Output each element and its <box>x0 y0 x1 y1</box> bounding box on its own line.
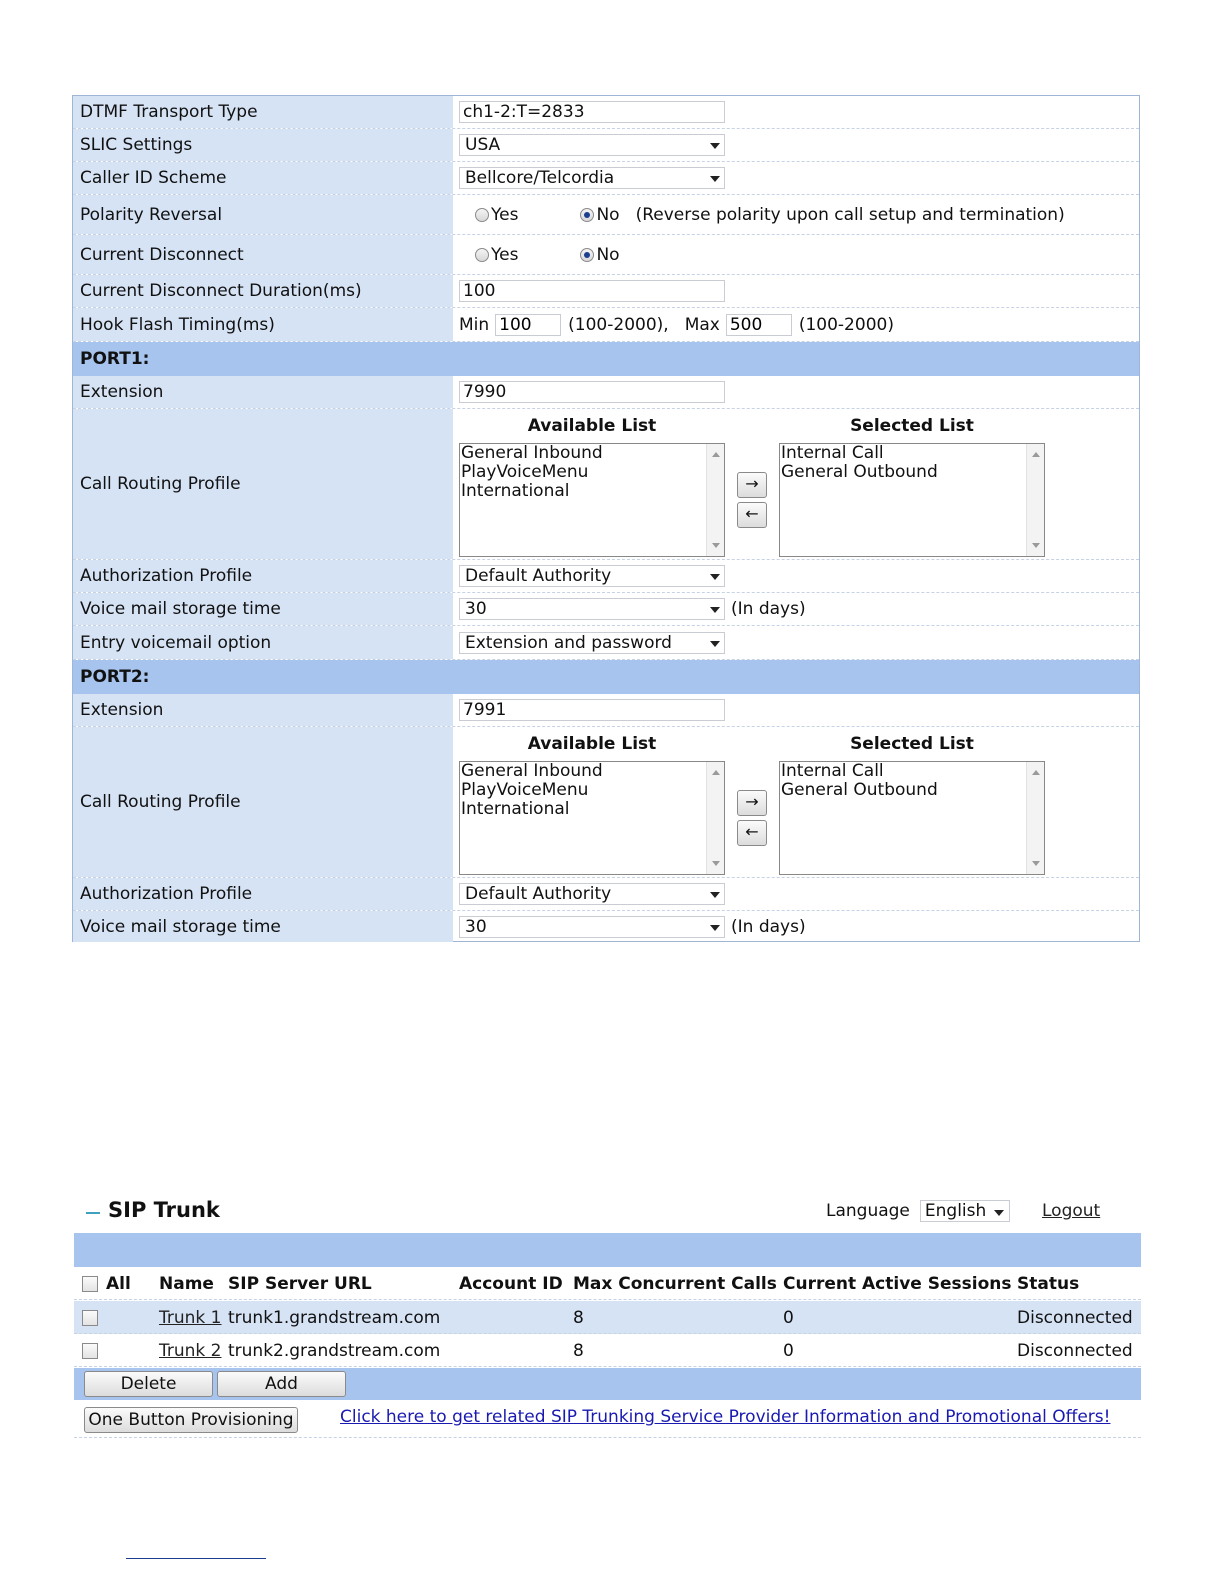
trunk-status: Disconnected <box>1017 1307 1133 1328</box>
language-label: Language <box>826 1201 910 1221</box>
scroll-down-icon[interactable] <box>1032 861 1040 866</box>
language-selector <box>826 1200 1010 1222</box>
scroll-down-icon[interactable] <box>712 861 720 866</box>
trunk-active: 0 <box>783 1340 794 1361</box>
scrollbar[interactable] <box>1026 762 1044 874</box>
trunk-url: trunk1.grandstream.com <box>228 1307 441 1328</box>
radio-icon <box>475 208 489 222</box>
table-row <box>74 1301 1141 1334</box>
current-disconnect-yes-radio[interactable] <box>475 245 518 265</box>
port1-entry-voicemail-select[interactable] <box>459 632 725 654</box>
move-right-button[interactable]: → <box>737 790 767 816</box>
chevron-down-icon <box>710 143 720 149</box>
hook-flash-max-range: (100-2000) <box>798 314 894 335</box>
scroll-up-icon[interactable] <box>712 770 720 775</box>
port2-selected-list[interactable] <box>779 761 1045 875</box>
col-max: Max Concurrent Calls <box>573 1273 777 1294</box>
radio-icon <box>475 248 489 262</box>
polarity-no-radio[interactable] <box>580 205 619 225</box>
port1-routing-label: Call Routing Profile <box>73 409 453 559</box>
port2-auth-row <box>73 878 1139 911</box>
port2-voicemail-label: Voice mail storage time <box>73 911 453 942</box>
cd-duration-row <box>73 275 1139 308</box>
col-account: Account ID <box>459 1273 563 1294</box>
chevron-down-icon <box>994 1210 1004 1216</box>
scrollbar[interactable] <box>706 762 724 874</box>
toolbar-bar <box>74 1233 1141 1267</box>
scroll-down-icon[interactable] <box>712 543 720 548</box>
port2-extension-row <box>73 694 1139 727</box>
language-value: English <box>924 1201 987 1221</box>
polarity-label: Polarity Reversal <box>73 195 453 234</box>
port1-selected-list[interactable] <box>779 443 1045 557</box>
slic-value: USA <box>465 135 501 155</box>
port2-voicemail-row <box>73 911 1139 942</box>
delete-button[interactable]: Delete <box>84 1371 213 1397</box>
current-disconnect-no-radio[interactable] <box>580 245 619 265</box>
hook-flash-max-label: Max <box>684 314 720 335</box>
caller-id-row <box>73 162 1139 195</box>
polarity-yes-label: Yes <box>491 204 519 225</box>
move-left-button[interactable]: ← <box>737 820 767 846</box>
move-right-button[interactable]: → <box>737 472 767 498</box>
list-item[interactable]: Internal Call <box>781 761 884 781</box>
polarity-no-label: No <box>596 204 620 225</box>
port2-voicemail-select[interactable] <box>459 916 725 938</box>
port2-extension-label: Extension <box>73 694 453 726</box>
trunk-name-link[interactable]: Trunk 2 <box>159 1340 222 1361</box>
current-disconnect-label: Current Disconnect <box>73 235 453 274</box>
port1-voicemail-row <box>73 593 1139 626</box>
port2-auth-select[interactable] <box>459 883 725 905</box>
voip-settings-panel <box>72 95 1140 942</box>
port1-header: PORT1: <box>73 342 1139 376</box>
current-disconnect-no-label: No <box>596 244 620 265</box>
col-all: All <box>106 1273 131 1294</box>
list-item[interactable]: Internal Call <box>781 443 884 463</box>
checkbox-icon[interactable] <box>82 1343 98 1359</box>
row-checkbox[interactable] <box>82 1334 98 1367</box>
hook-flash-min-input[interactable] <box>495 314 561 336</box>
promo-link[interactable]: Click here to get related SIP Trunking Service Provider Information and Promotional Offers! <box>340 1407 1111 1427</box>
cd-duration-input[interactable] <box>459 280 725 302</box>
radio-selected-icon <box>580 208 594 222</box>
port2-available-list[interactable] <box>459 761 725 875</box>
cd-duration-label: Current Disconnect Duration(ms) <box>73 275 453 307</box>
trunk-max: 8 <box>573 1340 584 1361</box>
slic-label: SLIC Settings <box>73 129 453 161</box>
hook-flash-max-input[interactable] <box>726 314 792 336</box>
port1-entry-voicemail-label: Entry voicemail option <box>73 626 453 659</box>
list-item[interactable]: PlayVoiceMenu <box>461 780 589 800</box>
chevron-down-icon <box>710 176 720 182</box>
trunk-name-link[interactable]: Trunk 1 <box>159 1307 222 1328</box>
divider <box>74 1437 1141 1438</box>
sip-trunk-panel <box>74 1192 1141 1440</box>
sip-trunk-title: SIP Trunk <box>108 1198 220 1222</box>
port1-selected-title: Selected List <box>850 416 974 436</box>
row-checkbox[interactable] <box>82 1301 98 1334</box>
port1-available-list[interactable] <box>459 443 725 557</box>
slic-row <box>73 129 1139 162</box>
language-select[interactable] <box>920 1200 1010 1222</box>
scroll-down-icon[interactable] <box>1032 543 1040 548</box>
port2-voicemail-unit: (In days) <box>731 916 806 937</box>
move-left-button[interactable]: ← <box>737 502 767 528</box>
caller-id-label: Caller ID Scheme <box>73 162 453 194</box>
col-name: Name <box>159 1273 214 1294</box>
port1-entry-voicemail-row <box>73 626 1139 660</box>
scroll-up-icon[interactable] <box>1032 452 1040 457</box>
one-button-provisioning-button[interactable]: One Button Provisioning <box>84 1407 298 1433</box>
arrow-icon <box>86 1212 100 1214</box>
scrollbar[interactable] <box>1026 444 1044 556</box>
scrollbar[interactable] <box>706 444 724 556</box>
port2-extension-input[interactable] <box>459 699 725 721</box>
port2-available-title: Available List <box>527 734 657 754</box>
checkbox-icon[interactable] <box>82 1310 98 1326</box>
port2-voicemail-value: 30 <box>465 916 487 937</box>
list-item[interactable]: General Inbound <box>461 443 603 463</box>
polarity-yes-radio[interactable] <box>475 205 518 225</box>
table-header-row <box>74 1267 1141 1300</box>
dtmf-label: DTMF Transport Type <box>73 96 453 128</box>
list-item[interactable]: International <box>461 799 570 819</box>
list-item[interactable]: General Inbound <box>461 761 603 781</box>
col-active: Current Active Sessions <box>783 1273 1012 1294</box>
list-item[interactable]: General Outbound <box>781 780 938 800</box>
col-url: SIP Server URL <box>228 1273 372 1294</box>
port1-auth-value: Default Authority <box>465 566 612 586</box>
trunk-active: 0 <box>783 1307 794 1328</box>
dtmf-row <box>73 96 1139 129</box>
port1-auth-label: Authorization Profile <box>73 560 453 592</box>
port1-extension-row <box>73 376 1139 409</box>
trunk-status: Disconnected <box>1017 1340 1133 1361</box>
port1-voicemail-label: Voice mail storage time <box>73 593 453 625</box>
port1-extension-input[interactable] <box>459 381 725 403</box>
hook-flash-min-range: (100-2000), <box>568 314 669 335</box>
col-status: Status <box>1017 1273 1080 1294</box>
trunk-max: 8 <box>573 1307 584 1328</box>
port1-voicemail-unit: (In days) <box>731 599 806 619</box>
hook-flash-label: Hook Flash Timing(ms) <box>73 308 453 341</box>
caller-id-select[interactable] <box>459 167 725 189</box>
port1-auth-row <box>73 560 1139 593</box>
slic-select[interactable] <box>459 134 725 156</box>
polarity-note: (Reverse polarity upon call setup and termination) <box>635 204 1065 225</box>
footnote-divider <box>126 1558 266 1559</box>
chevron-down-icon <box>710 925 720 931</box>
hook-flash-row <box>73 308 1139 342</box>
port1-voicemail-value: 30 <box>465 599 487 619</box>
list-item[interactable]: International <box>461 481 570 501</box>
chevron-down-icon <box>710 607 720 613</box>
port2-auth-label: Authorization Profile <box>73 878 453 910</box>
chevron-down-icon <box>710 892 720 898</box>
current-disconnect-yes-label: Yes <box>491 244 519 265</box>
add-button[interactable]: Add <box>217 1371 346 1397</box>
chevron-down-icon <box>710 574 720 580</box>
polarity-row <box>73 195 1139 235</box>
list-item[interactable]: PlayVoiceMenu <box>461 462 589 482</box>
port1-routing-row <box>73 409 1139 560</box>
port1-auth-select[interactable] <box>459 565 725 587</box>
port2-auth-value: Default Authority <box>465 884 612 904</box>
list-item[interactable]: General Outbound <box>781 462 938 482</box>
port2-routing-label: Call Routing Profile <box>73 727 453 877</box>
logout-link[interactable]: Logout <box>1042 1201 1101 1221</box>
port1-voicemail-select[interactable] <box>459 598 725 620</box>
checkbox-icon[interactable] <box>82 1276 98 1292</box>
radio-selected-icon <box>580 248 594 262</box>
scroll-up-icon[interactable] <box>712 452 720 457</box>
chevron-down-icon <box>710 641 720 647</box>
hook-flash-min-label: Min <box>459 314 490 335</box>
port1-extension-label: Extension <box>73 376 453 408</box>
port1-available-title: Available List <box>527 416 657 436</box>
port1-entry-voicemail-value: Extension and password <box>465 632 672 653</box>
port2-routing-row <box>73 727 1139 878</box>
current-disconnect-row <box>73 235 1139 275</box>
dtmf-input[interactable] <box>459 101 725 123</box>
scroll-up-icon[interactable] <box>1032 770 1040 775</box>
select-all-checkbox[interactable] <box>82 1267 98 1300</box>
caller-id-value: Bellcore/Telcordia <box>465 168 615 188</box>
port2-header: PORT2: <box>73 660 1139 694</box>
table-row <box>74 1334 1141 1367</box>
page-title <box>86 1198 220 1222</box>
trunk-url: trunk2.grandstream.com <box>228 1340 441 1361</box>
port2-selected-title: Selected List <box>850 734 974 754</box>
